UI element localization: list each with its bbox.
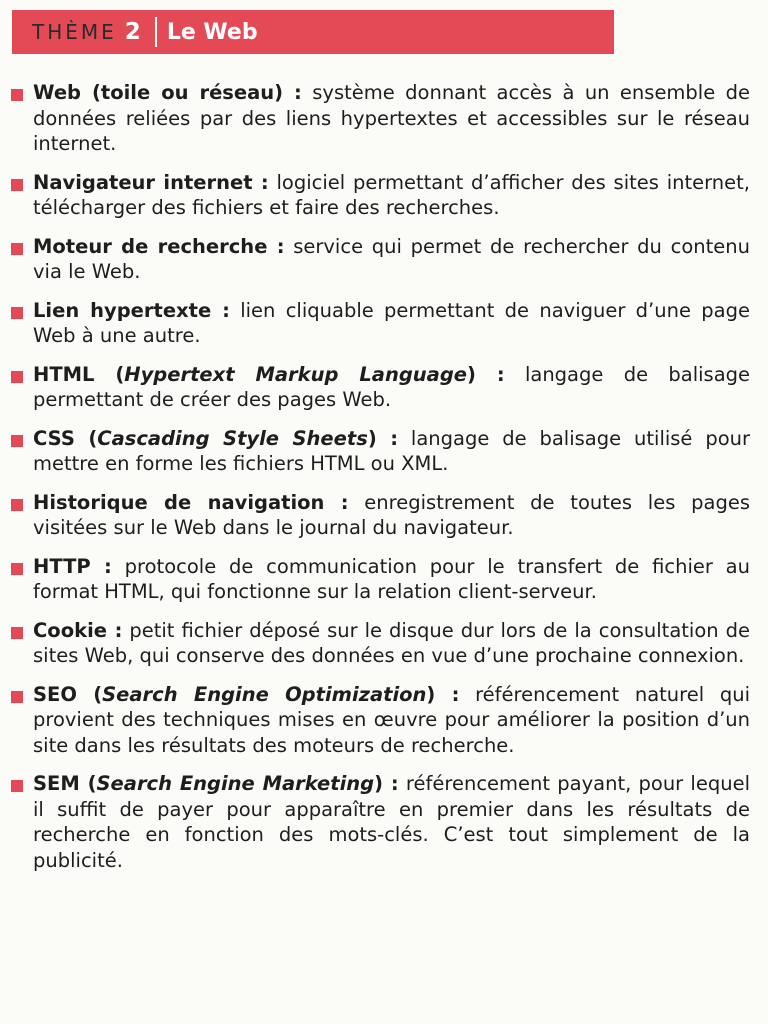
theme-number: 2 bbox=[124, 19, 141, 45]
glossary-entry-historique bbox=[10, 490, 750, 541]
glossary-entry-cookie bbox=[10, 618, 750, 669]
glossary-definition: logiciel permettant d’afficher des sites internet, télécharger des fichiers et faire des recherches. bbox=[33, 170, 750, 219]
glossary-definition: lien cliquable permettant de naviguer d’une page Web à une autre. bbox=[33, 298, 750, 347]
glossary-term: Cookie : bbox=[33, 618, 123, 642]
glossary-term-end: ) : bbox=[467, 362, 505, 386]
page-title: Le Web bbox=[166, 19, 258, 45]
glossary-entry-web bbox=[10, 80, 750, 157]
glossary-term: HTML ( bbox=[33, 362, 125, 386]
glossary-definition: langage de balisage utilisé pour mettre en forme les fichiers HTML ou XML. bbox=[33, 426, 751, 475]
glossary-entry-http bbox=[10, 554, 750, 605]
glossary-term-expansion: Search Engine Optimization bbox=[102, 682, 427, 706]
bullet-square-icon bbox=[11, 371, 23, 383]
glossary-definition: service qui permet de rechercher du contenu via le Web. bbox=[33, 234, 750, 283]
glossary-term-expansion: Search Engine Marketing bbox=[96, 772, 375, 795]
glossary-term: SEM ( bbox=[33, 772, 97, 795]
theme-header bbox=[12, 10, 614, 54]
glossary-definition: référencement payant, pour lequel il suffit de payer pour apparaître en premier dans les résultats de recherche en fonction des mots-clés. C’est tout simplement de la publicité. bbox=[33, 772, 751, 872]
glossary-entry-navigateur bbox=[10, 170, 750, 221]
bullet-square-icon bbox=[11, 691, 23, 703]
bullet-square-icon bbox=[11, 780, 23, 792]
glossary-entry-sem bbox=[10, 771, 750, 873]
glossary-term: HTTP : bbox=[33, 554, 112, 578]
bullet-square-icon bbox=[11, 563, 23, 575]
glossary-term: CSS ( bbox=[33, 426, 98, 450]
glossary-term: Web (toile ou réseau) : bbox=[33, 81, 302, 104]
glossary-term: Navigateur internet : bbox=[33, 170, 269, 194]
glossary-definition: système donnant accès à un ensemble de données reliées par des liens hypertextes et accessibles sur le réseau internet. bbox=[33, 81, 750, 155]
header-divider bbox=[155, 17, 157, 47]
bullet-square-icon bbox=[11, 435, 23, 447]
bullet-square-icon bbox=[11, 627, 23, 639]
glossary-entry-html bbox=[10, 362, 750, 413]
glossary-definition: référencement naturel qui provient des techniques mises en œuvre pour améliorer la position d’un site dans les résultats des moteurs de recherche. bbox=[33, 682, 750, 757]
glossary-term-expansion: Cascading Style Sheets bbox=[97, 426, 368, 450]
bullet-square-icon bbox=[11, 179, 23, 191]
glossary-term-end: ) : bbox=[426, 682, 460, 706]
glossary-term: Moteur de recherche : bbox=[33, 234, 285, 258]
glossary-entry-lien bbox=[10, 298, 750, 349]
glossary-list bbox=[10, 80, 750, 886]
glossary-definition: protocole de communication pour le transfert de fichier au format HTML, qui fonctionne sur la relation client-serveur. bbox=[33, 554, 750, 603]
glossary-definition: enregistrement de toutes les pages visitées sur le Web dans le journal du navigateur. bbox=[33, 490, 750, 539]
glossary-term-end: ) : bbox=[367, 426, 399, 450]
bullet-square-icon bbox=[11, 499, 23, 511]
glossary-term: Lien hypertexte : bbox=[33, 298, 230, 322]
glossary-definition: petit fichier déposé sur le disque dur lors de la consultation de sites Web, qui conserve des données en vue d’une prochaine connexion. bbox=[33, 618, 750, 667]
bullet-square-icon bbox=[11, 307, 23, 319]
bullet-square-icon bbox=[11, 243, 23, 255]
glossary-definition: langage de balisage permettant de créer des pages Web. bbox=[33, 362, 751, 411]
glossary-term: SEO ( bbox=[33, 682, 103, 706]
glossary-entry-css bbox=[10, 426, 750, 477]
glossary-entry-moteur bbox=[10, 234, 750, 285]
glossary-term-end: ) : bbox=[374, 772, 399, 795]
glossary-entry-seo bbox=[10, 682, 750, 759]
bullet-square-icon bbox=[11, 89, 23, 101]
glossary-term-expansion: Hypertext Markup Language bbox=[124, 362, 468, 386]
glossary-term: Historique de navigation : bbox=[33, 490, 349, 514]
theme-label: THÈME bbox=[32, 20, 117, 44]
